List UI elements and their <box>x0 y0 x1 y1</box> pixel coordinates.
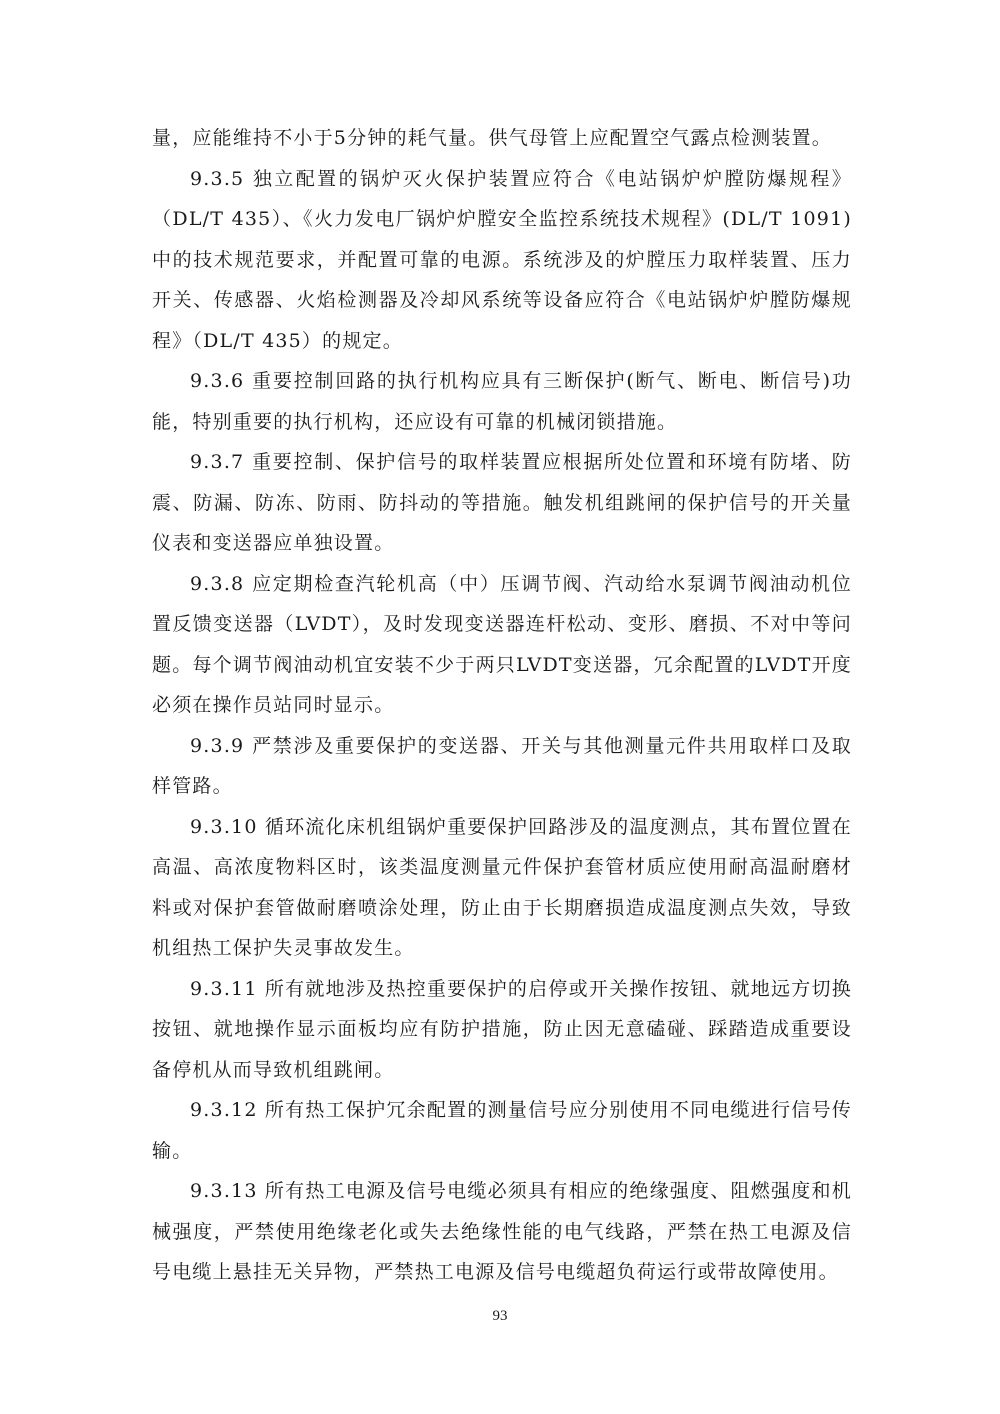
paragraph-9-3-9: 9.3.9 严禁涉及重要保护的变送器、开关与其他测量元件共用取样口及取样管路。 <box>152 734 852 797</box>
paragraph-9-3-13: 9.3.13 所有热工电源及信号电缆必须具有相应的绝缘强度、阻燃强度和机械强度，严禁使用绝缘老化或失去绝缘性能的电气线路，严禁在热工电源及信号电缆上悬挂无关异物，严禁热工电源及信号电缆超负荷运行或带故障使用。 <box>152 1180 852 1283</box>
paragraph-9-3-6: 9.3.6 重要控制回路的执行机构应具有三断保护(断气、断电、断信号)功能，特别重要的执行机构，还应设有可靠的机械闭锁措施。 <box>152 370 852 433</box>
paragraph-9-3-11: 9.3.11 所有就地涉及热控重要保护的启停或开关操作按钮、就地远方切换按钮、就地操作显示面板均应有防护措施，防止因无意磕碰、踩踏造成重要设备停机从而导致机组跳闸。 <box>152 977 852 1081</box>
paragraph-9-3-10: 9.3.10 循环流化床机组锅炉重要保护回路涉及的温度测点，其布置位置在高温、高浓度物料区时，该类温度测量元件保护套管材质应使用耐高温耐磨材料或对保护套管做耐磨喷涂处理，防止由于长期磨损造成温度测点失效，导致机组热工保护失灵事故发生。 <box>152 815 852 959</box>
body-text <box>152 118 852 1293</box>
paragraph-9-3-5: 9.3.5 独立配置的锅炉灭火保护装置应符合《电站锅炉炉膛防爆规程》（DL/T 435）、《火力发电厂锅炉炉膛安全监控系统技术规程》(DL/T 1091)中的技术规范要求，并配置可靠的电源。系统涉及的炉膛压力取样装置、压力开关、传感器、火焰检测器及冷却风系统等设备应符合《电站锅炉炉膛防爆规程》（DL/T 435）的规定。 <box>152 167 852 352</box>
page-number: 93 <box>492 1308 508 1324</box>
paragraph-9-3-12: 9.3.12 所有热工保护冗余配置的测量信号应分别使用不同电缆进行信号传输。 <box>152 1099 852 1162</box>
paragraph-continuation: 量，应能维持不小于5分钟的耗气量。供气母管上应配置空气露点检测装置。 <box>152 127 832 149</box>
paragraph-9-3-8: 9.3.8 应定期检查汽轮机高（中）压调节阀、汽动给水泵调节阀油动机位置反馈变送器（LVDT），及时发现变送器连杆松动、变形、磨损、不对中等问题。每个调节阀油动机宜安装不少于两只LVDT变送器，冗余配置的LVDT开度必须在操作员站同时显示。 <box>152 572 852 716</box>
paragraph-9-3-7: 9.3.7 重要控制、保护信号的取样装置应根据所处位置和环境有防堵、防震、防漏、防冻、防雨、防抖动的等措施。触发机组跳闸的保护信号的开关量仪表和变送器应单独设置。 <box>152 451 852 554</box>
